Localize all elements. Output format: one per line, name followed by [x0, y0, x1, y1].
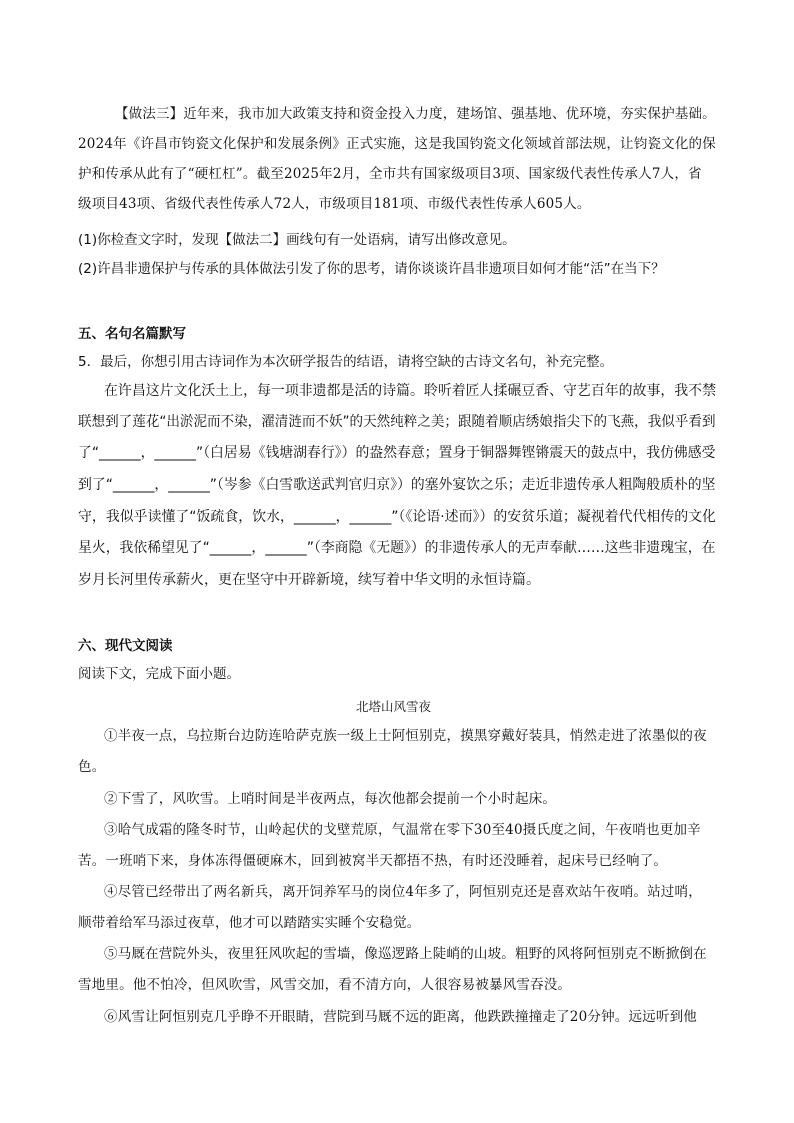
article-line-10: ⑥风雪让阿恒别克几乎睁不开眼睛，营院到马厩不远的距离，他跌跌撞撞走了20分钟。远远听到他 [104, 1009, 697, 1025]
article-line-8: ⑤马厩在营院外头，夜里狂风吹起的雪墙，像巡逻路上陡峭的山坡。粗野的风将阿恒别克不断掀倒在 [104, 946, 707, 962]
section6-heading: 六、现代文阅读 [78, 638, 173, 654]
question-1: (1)你检查文字时，发现【做法二】画线句有一处语病，请写出修改意见。 [78, 232, 516, 248]
question-2: (2)许昌非遗保护与传承的具体做法引发了你的思考，请你谈谈许昌非遗项目如何才能“活”在当下？ [78, 261, 665, 277]
section5-question: 5．最后，你想引用古诗词作为本次研学报告的结语，请将空缺的古诗文名句，补充完整。 [78, 354, 614, 370]
article-line-9: 雪地里。他不怕冷，但风吹雪，风雪交加，看不清方向，人很容易被暴风雪吞没。 [78, 977, 572, 993]
section5-line-4: 到了“______，______”（岑参《白雪歌送武判官归京》）的塞外宴饮之乐；走近非遗传承人粗陶般质朴的坚 [78, 477, 716, 493]
section6-intro: 阅读下文，完成下面小题。 [78, 666, 240, 682]
section5-line-1: 在许昌这片文化沃土上，每一项非遗都是活的诗篇。聆听着匠人揉碾豆香、守艺百年的故事，我不禁 [104, 383, 716, 399]
section5-line-2: 联想到了莲花“出淤泥而不染，濯清涟而不妖”的天然纯粹之美；跟随着顺店绣娘指尖下的飞燕，我似乎看到 [78, 414, 716, 430]
article-line-2: 色。 [78, 759, 106, 775]
section5-line-6: 星火，我依稀望见了“______，______”（李商隐《无题》）的非遗传承人的无声奉献……这些非遗瑰宝，在 [78, 540, 716, 556]
section5-heading: 五、名句名篇默写 [78, 326, 186, 342]
article-line-3: ②下雪了，风吹雪。上哨时间是半夜两点，每次他都会提前一个小时起床。 [104, 791, 557, 807]
practice3-line-1: 【做法三】近年来，我市加大政策支持和资金投入力度，建场馆、强基地、优环境，夯实保护基础。 [115, 106, 716, 122]
article-line-5: 苦。一班哨下来，身体冻得僵硬麻木，回到被窝半天都捂不热，有时还没睡着，起床号已经响了。 [78, 853, 668, 869]
section5-line-7: 岁月长河里传承薪火，更在坚守中开辟新境，续写着中华文明的永恒诗篇。 [78, 572, 540, 588]
article-line-1: ①半夜一点，乌拉斯台边防连哈萨克族一级上士阿恒别克，摸黑穿戴好装具，悄然走进了浓墨似的夜 [104, 728, 707, 744]
article-line-7: 顺带着给军马添过夜草，他才可以踏踏实实睡个安稳觉。 [78, 915, 421, 931]
article-line-4: ③哈气成霜的隆冬时节，山岭起伏的戈壁荒原，气温常在零下30至40摄氏度之间，午夜哨也更加辛 [104, 822, 701, 838]
article-line-6: ④尽管已经带出了两名新兵，离开饲养军马的岗位4年多了，阿恒别克还是喜欢站午夜哨。站过哨， [104, 884, 702, 900]
section5-line-5: 守，我似乎读懂了“饭疏食，饮水，______，______”（《论语·述而》）的安贫乐道；凝视着代代相传的文化 [78, 509, 716, 525]
practice3-line-2: 2024年《许昌市钧瓷文化保护和发展条例》正式实施，这是我国钧瓷文化领域首部法规，让钧瓷文化的保 [78, 136, 716, 152]
section5-line-3: 了“______，______”（白居易《钱塘湖春行》）的盎然春意；置身于铜器舞铿锵震天的鼓点中，我仿佛感受 [78, 445, 716, 461]
practice3-line-4: 级项目43项、省级代表性传承人72人，市级项目181项、市级代表性传承人605人。 [78, 196, 591, 212]
practice3-line-3: 护和传承从此有了“硬杠杠”。截至2025年2月，全市共有国家级项目3项、国家级代表性传承人7人，省 [78, 166, 702, 182]
article-title: 北塔山风雪夜 [356, 699, 432, 714]
